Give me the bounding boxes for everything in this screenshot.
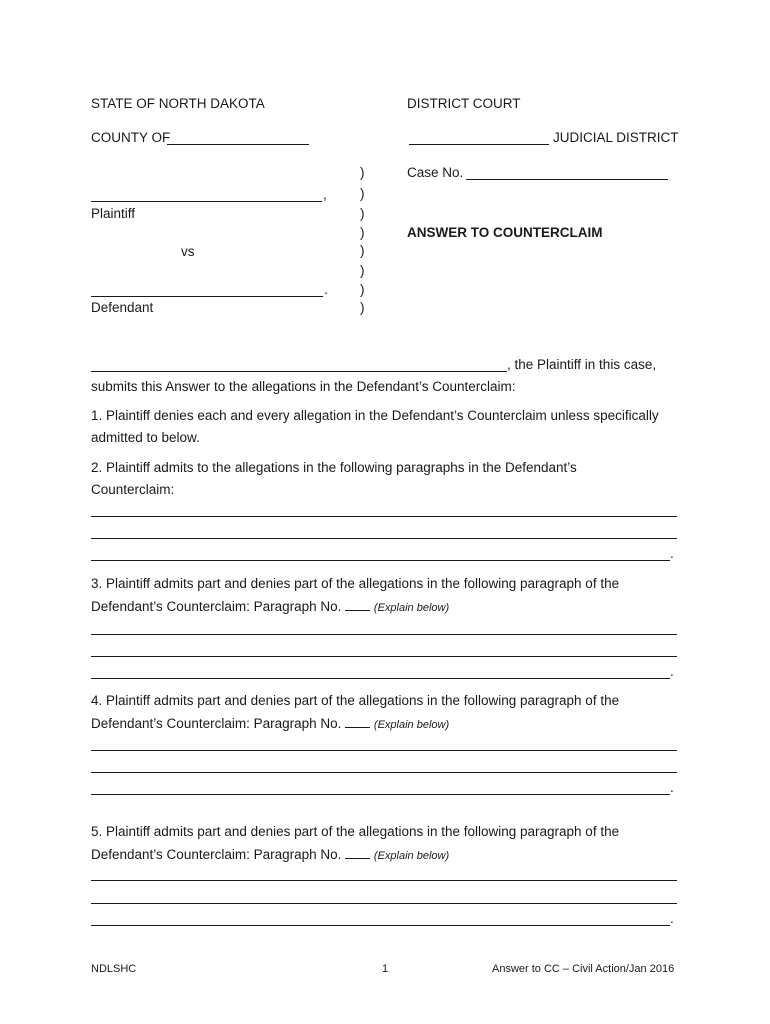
footer-org: NDLSHC bbox=[91, 963, 137, 975]
answer-line[interactable] bbox=[91, 794, 670, 795]
state-label: STATE OF NORTH DAKOTA bbox=[91, 96, 265, 111]
paragraph-4-line1: 4. Plaintiff admits part and denies part of the allegations in the following paragraph of the bbox=[91, 693, 620, 708]
county-label: COUNTY OF bbox=[91, 130, 171, 145]
answer-line[interactable] bbox=[91, 903, 677, 904]
paragraph-1-line1: 1. Plaintiff denies each and every allegation in the Defendant’s Counterclaim unless specifically bbox=[91, 408, 659, 423]
answer-line[interactable] bbox=[91, 772, 677, 773]
paragraph-no-text: Defendant’s Counterclaim: Paragraph No. bbox=[91, 599, 342, 614]
line-period: . bbox=[670, 780, 674, 795]
case-no-field[interactable] bbox=[466, 179, 668, 180]
caption-paren: ) bbox=[360, 300, 365, 315]
paragraph-5-line2 bbox=[91, 846, 449, 864]
court-label: DISTRICT COURT bbox=[407, 96, 521, 111]
county-field[interactable] bbox=[167, 144, 309, 145]
plaintiff-intro-name-field[interactable] bbox=[91, 371, 507, 372]
vs-label: vs bbox=[181, 244, 195, 259]
paragraph-3-line1: 3. Plaintiff admits part and denies part of the allegations in the following paragraph of the bbox=[91, 576, 620, 591]
caption-paren: ) bbox=[360, 165, 365, 180]
defendant-name-field[interactable] bbox=[91, 296, 323, 297]
paragraph-no-field[interactable] bbox=[345, 846, 370, 859]
explain-note: (Explain below) bbox=[373, 850, 450, 862]
caption-paren: ) bbox=[360, 186, 365, 201]
caption-paren: ) bbox=[360, 225, 365, 240]
judicial-district-field[interactable] bbox=[409, 144, 549, 145]
document-title: ANSWER TO COUNTERCLAIM bbox=[407, 225, 603, 240]
line-period: . bbox=[670, 664, 674, 679]
paragraph-1-line2: admitted to below. bbox=[91, 430, 200, 445]
paragraph-4-line2 bbox=[91, 715, 449, 733]
paragraph-no-field[interactable] bbox=[345, 715, 370, 728]
line-period: . bbox=[670, 911, 674, 926]
caption-paren: ) bbox=[360, 282, 365, 297]
answer-line[interactable] bbox=[91, 678, 670, 679]
footer-page-number: 1 bbox=[382, 963, 389, 975]
explain-note: (Explain below) bbox=[373, 602, 450, 614]
answer-line[interactable] bbox=[91, 634, 677, 635]
line-period: . bbox=[670, 546, 674, 561]
answer-line[interactable] bbox=[91, 750, 677, 751]
paragraph-no-text: Defendant’s Counterclaim: Paragraph No. bbox=[91, 847, 342, 862]
plaintiff-comma: , bbox=[323, 187, 327, 202]
plaintiff-name-field[interactable] bbox=[91, 201, 322, 202]
paragraph-no-field[interactable] bbox=[345, 598, 370, 611]
defendant-label: Defendant bbox=[91, 300, 154, 315]
answer-line[interactable] bbox=[91, 516, 677, 517]
paragraph-5-line1: 5. Plaintiff admits part and denies part of the allegations in the following paragraph of the bbox=[91, 824, 620, 839]
answer-line[interactable] bbox=[91, 538, 677, 539]
caption-paren: ) bbox=[360, 206, 365, 221]
paragraph-no-text: Defendant’s Counterclaim: Paragraph No. bbox=[91, 716, 342, 731]
paragraph-2-line2: Counterclaim: bbox=[91, 482, 175, 497]
intro-line: submits this Answer to the allegations in the Defendant’s Counterclaim: bbox=[91, 379, 516, 394]
answer-line[interactable] bbox=[91, 925, 670, 926]
answer-line[interactable] bbox=[91, 560, 670, 561]
answer-line[interactable] bbox=[91, 656, 677, 657]
defendant-period: . bbox=[324, 282, 328, 297]
plaintiff-label: Plaintiff bbox=[91, 206, 136, 221]
intro-suffix: , the Plaintiff in this case, bbox=[507, 357, 657, 372]
explain-note: (Explain below) bbox=[373, 719, 450, 731]
caption-paren: ) bbox=[360, 243, 365, 258]
footer-form-id: Answer to CC – Civil Action/Jan 2016 bbox=[492, 963, 675, 975]
paragraph-2-line1: 2. Plaintiff admits to the allegations in the following paragraphs in the Defendant’s bbox=[91, 460, 577, 475]
answer-line[interactable] bbox=[91, 880, 677, 881]
caption-paren: ) bbox=[360, 263, 365, 278]
judicial-district-label: JUDICIAL DISTRICT bbox=[553, 130, 679, 145]
case-no-label: Case No. bbox=[407, 165, 464, 180]
paragraph-3-line2 bbox=[91, 598, 449, 616]
